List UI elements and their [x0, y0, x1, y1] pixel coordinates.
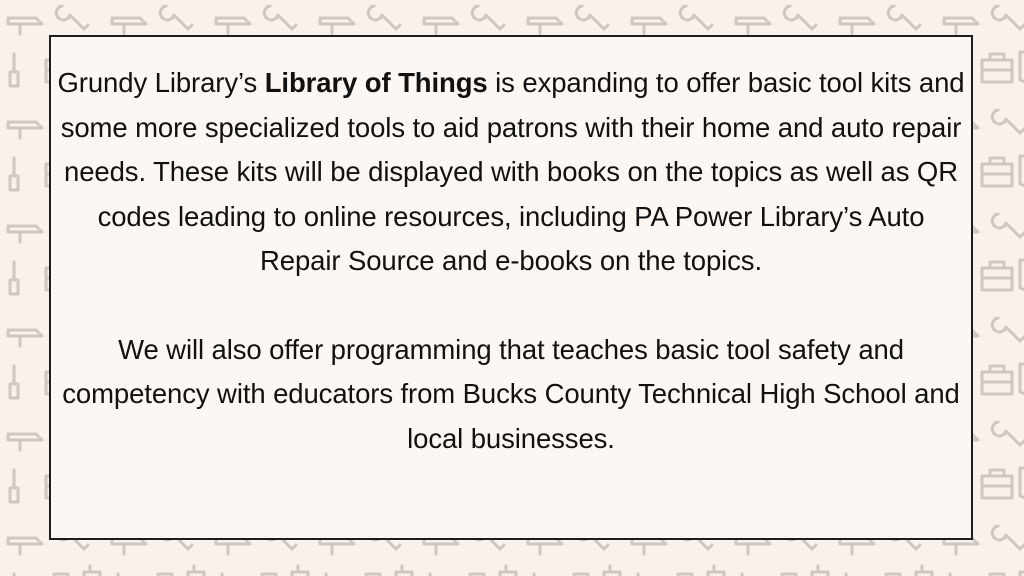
library-of-things-highlight: Library of Things [264, 67, 488, 98]
intro-lead-text: Grundy Library’s [57, 67, 258, 98]
programming-paragraph: We will also offer programming that teaches basic tool safety and competency with educators from Bucks County Technical High School and local businesses. [62, 333, 960, 454]
intro-body-text: is expanding to offer basic tool kits and some more specialized tools to aid patrons with their home and auto repair needs. These kits will be displayed with books on the topics as well as QR codes leading to online resources, including PA Power Library’s Auto Repair Source and e-books on the topics. [60, 67, 965, 276]
intro-paragraph [55, 61, 967, 284]
info-card [49, 35, 973, 540]
